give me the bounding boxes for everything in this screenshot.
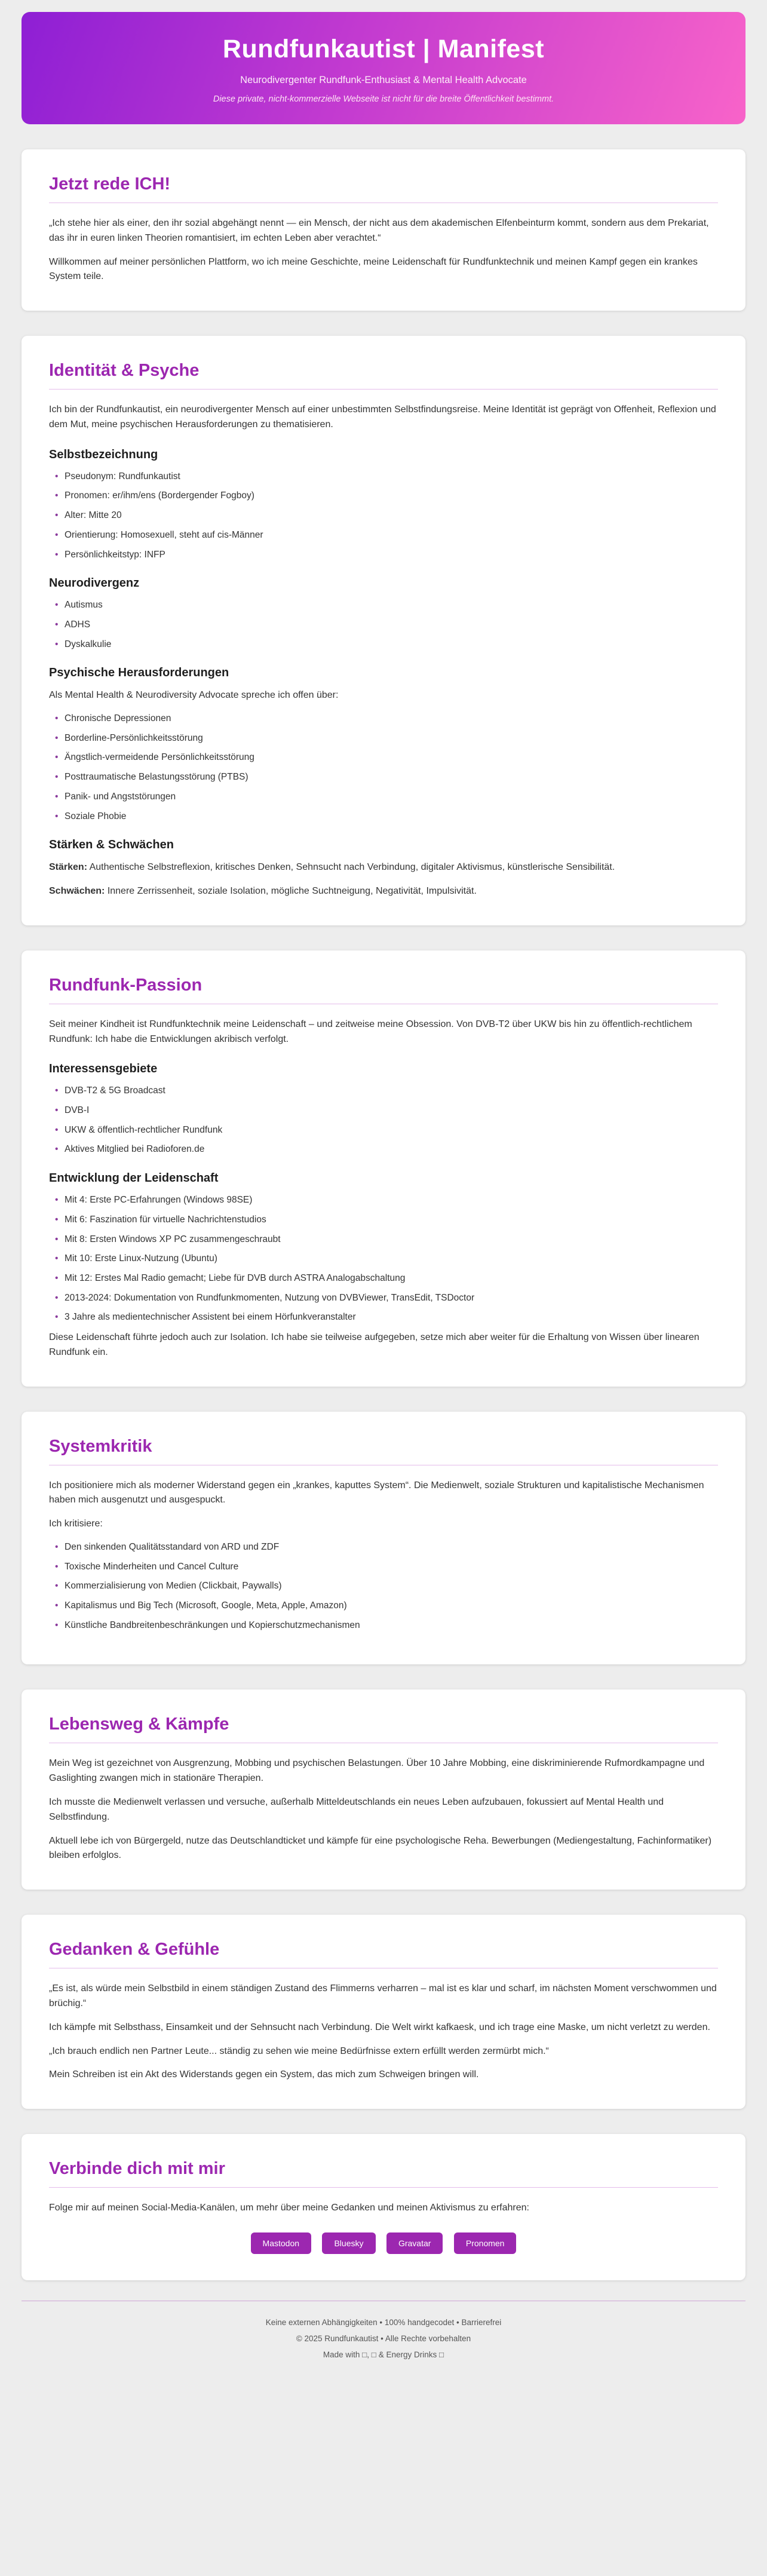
subheading-neurodivergenz: Neurodivergenz	[49, 576, 140, 590]
list-item-psych: • Panik- und Angststörungen	[53, 790, 718, 804]
kritik-lead: Ich kritisiere:	[49, 1519, 103, 1529]
list-item-selbst: • Orientierung: Homosexuell, steht auf cis-Männer	[53, 529, 718, 542]
intro-text: Willkommen auf meiner persönlichen Plattform, wo ich meine Geschichte, meine Leidenschaft für Rundfunktechnik und meinen Kampf gegen ein krankes System teile.	[49, 256, 698, 282]
subheading-staerken-schwaechen: Stärken & Schwächen	[49, 838, 174, 852]
list-item-psych: • Posttraumatische Belastungsstörung (PTBS)	[53, 771, 718, 784]
list-item-kritik: • Künstliche Bandbreitenbeschränkungen und Kopierschutzmechanismen	[53, 1619, 718, 1632]
kritik-intro: Ich positioniere mich als moderner Widerstand gegen ein „krankes, kaputtes System“. Die Medienwelt, soziale Strukturen und kapitalistische Mechanismen haben mich ausgenutzt und ausgespuckt.	[49, 1480, 704, 1505]
list-item-entwicklung: • Mit 12: Erstes Mal Radio gemacht; Liebe für DVB durch ASTRA Analogabschaltung	[53, 1272, 718, 1285]
schwaechen-label: Schwächen:	[49, 886, 105, 896]
gedanken-paragraph: Ich kämpfe mit Selbsthass, Einsamkeit und der Sehnsucht nach Verbindung. Die Welt wirkt kafkaesk, und ich trage eine Maske, um nicht verletzt zu werden.	[49, 2022, 710, 2032]
section-gedanken-gefuehle	[22, 1915, 745, 2109]
list-item-kritik: • Kapitalismus und Big Tech (Microsoft, Google, Meta, Apple, Amazon)	[53, 1599, 718, 1612]
list-item-entwicklung: • Mit 6: Faszination für virtuelle Nachrichtenstudios	[53, 1213, 718, 1226]
footer-line-dependencies: Keine externen Abhängigkeiten • 100% handgecodet • Barrierefrei	[265, 2317, 502, 2327]
list-item-selbst: • Alter: Mitte 20	[53, 509, 718, 522]
intro-quote: „Ich stehe hier als einer, den ihr sozial abgehängt nennt — ein Mensch, der nicht aus dem akademischen Elfenbeinturm kommt, sondern aus dem Prekariat, das ihr in euren linken Theorien romantisiert, im echten Leben aber verachtet.“	[49, 218, 709, 243]
list-item-selbst: • Pronomen: er/ihm/ens (Bordergender Fogboy)	[53, 489, 718, 502]
social-button-pronomen[interactable]: Pronomen	[454, 2232, 517, 2254]
list-item-kritik: • Toxische Minderheiten und Cancel Culture	[53, 1560, 718, 1574]
list-item-selbst: • Persönlichkeitstyp: INFP	[53, 548, 718, 562]
list-item-interessen: • Aktives Mitglied bei Radioforen.de	[53, 1143, 718, 1156]
subheading-entwicklung: Entwicklung der Leidenschaft	[49, 1172, 219, 1185]
connect-lead: Folge mir auf meinen Social-Media-Kanälen, um mehr über meine Gedanken und meinen Aktivismus zu erfahren:	[49, 2203, 529, 2213]
lebensweg-paragraph: Aktuell lebe ich von Bürgergeld, nutze das Deutschlandticket und kämpfe für eine psychologische Reha. Bewerbungen (Mediengestaltung, Fachinformatiker) bleiben erfolglos.	[49, 1835, 712, 1861]
interessen-list	[53, 1084, 718, 1156]
list-item-neuro: • Autismus	[53, 599, 718, 612]
lebensweg-paragraph: Ich musste die Medienwelt verlassen und versuche, außerhalb Mitteldeutschlands ein neues Leben aufzubauen, fokussiert auf Mental Health und Selbstfindung.	[49, 1796, 664, 1822]
gedanken-quote: „Es ist, als würde mein Selbstbild in einem ständigen Zustand des Flimmerns verharren – mal ist es klar und scharf, im nächsten Moment verschwommen und brüchig.“	[49, 1983, 717, 2008]
hero-note: Diese private, nicht-kommerzielle Webseite ist nicht für die breite Öffentlichkeit bestimmt.	[213, 94, 554, 104]
section-title-lebensweg: Lebensweg & Kämpfe	[49, 1715, 718, 1743]
list-item-interessen: • UKW & öffentlich-rechtlicher Rundfunk	[53, 1124, 718, 1137]
social-button-gravatar[interactable]: Gravatar	[386, 2232, 443, 2254]
list-item-entwicklung: • 3 Jahre als medientechnischer Assistent bei einem Hörfunkveranstalter	[53, 1311, 718, 1324]
staerken-paragraph	[49, 860, 718, 875]
hero-header	[22, 12, 745, 124]
list-item-neuro: • ADHS	[53, 618, 718, 631]
subheading-psychische-herausforderungen: Psychische Herausforderungen	[49, 666, 229, 680]
staerken-label: Stärken:	[49, 862, 88, 873]
section-verbinde-dich	[22, 2134, 745, 2280]
passion-intro: Seit meiner Kindheit ist Rundfunktechnik meine Leidenschaft – und zeitweise meine Obsession. Von DVB-T2 über UKW bis hin zu öffentlich-rechtlichem Rundfunk: Ich habe die Entwicklungen akribisch verfolgt.	[49, 1019, 692, 1044]
section-title-jetzt-rede-ich: Jetzt rede ICH!	[49, 174, 718, 203]
section-rundfunk-passion	[22, 950, 745, 1387]
list-item-psych: • Soziale Phobie	[53, 810, 718, 823]
list-item-psych: • Chronische Depressionen	[53, 712, 718, 725]
section-systemkritik	[22, 1412, 745, 1665]
section-title-identitaet: Identität & Psyche	[49, 361, 718, 390]
list-item-entwicklung: • Mit 4: Erste PC-Erfahrungen (Windows 98SE)	[53, 1194, 718, 1207]
list-item-entwicklung: • Mit 10: Erste Linux-Nutzung (Ubuntu)	[53, 1252, 718, 1265]
entwicklung-list	[53, 1194, 718, 1324]
footer-line-made-with: Made with □, □ & Energy Drinks □	[323, 2350, 444, 2359]
social-button-mastodon[interactable]: Mastodon	[251, 2232, 311, 2254]
social-button-row	[49, 2232, 718, 2254]
list-item-kritik: • Kommerzialisierung von Medien (Clickbait, Paywalls)	[53, 1580, 718, 1593]
subheading-interessensgebiete: Interessensgebiete	[49, 1062, 158, 1076]
selbstbezeichnung-list	[53, 470, 718, 561]
footer	[22, 2280, 745, 2372]
schwaechen-text: Innere Zerrissenheit, soziale Isolation, mögliche Suchtneigung, Negativität, Impulsivität.	[107, 886, 477, 896]
identity-intro: Ich bin der Rundfunkautist, ein neurodivergenter Mensch auf einer unbestimmten Selbstfindungsreise. Meine Identität ist geprägt von Offenheit, Reflexion und dem Mut, meine psychischen Herausforderungen zu thematisieren.	[49, 404, 716, 430]
hero-subtitle: Neurodivergenter Rundfunk-Enthusiast & Mental Health Advocate	[240, 75, 527, 85]
list-item-interessen: • DVB-I	[53, 1104, 718, 1117]
staerken-text: Authentische Selbstreflexion, kritisches Denken, Sehnsucht nach Verbindung, digitaler Aktivismus, künstlerische Sensibilität.	[89, 862, 615, 873]
neurodivergenz-list	[53, 599, 718, 651]
section-title-gedanken: Gedanken & Gefühle	[49, 1940, 718, 1968]
list-item-selbst: • Pseudonym: Rundfunkautist	[53, 470, 718, 483]
section-title-passion: Rundfunk-Passion	[49, 976, 718, 1004]
passion-outro: Diese Leidenschaft führte jedoch auch zur Isolation. Ich habe sie teilweise aufgegeben, setze mich aber weiter für die Erhaltung von Wissen über linearen Rundfunk ein.	[49, 1332, 699, 1357]
list-item-neuro: • Dyskalkulie	[53, 638, 718, 651]
psych-list	[53, 712, 718, 823]
section-title-systemkritik: Systemkritik	[49, 1437, 718, 1465]
list-item-entwicklung: • 2013-2024: Dokumentation von Rundfunkmomenten, Nutzung von DVBViewer, TransEdit, TSDoctor	[53, 1292, 718, 1305]
social-button-bluesky[interactable]: Bluesky	[322, 2232, 375, 2254]
section-identitaet-psyche	[22, 336, 745, 925]
subheading-selbstbezeichnung: Selbstbezeichnung	[49, 447, 158, 461]
page-title: Rundfunkautist | Manifest	[222, 35, 545, 63]
list-item-entwicklung: • Mit 8: Ersten Windows XP PC zusammengeschraubt	[53, 1233, 718, 1246]
psych-lead: Als Mental Health & Neurodiversity Advocate spreche ich offen über:	[49, 690, 339, 701]
lebensweg-paragraph: Mein Weg ist gezeichnet von Ausgrenzung, Mobbing und psychischen Belastungen. Über 10 Jahre Mobbing, eine diskriminierende Rufmordkampagne und Gaslighting zwangen mich in stationäre Therapien.	[49, 1758, 705, 1784]
section-lebensweg-kaempfe	[22, 1689, 745, 1890]
footer-line-copyright: © 2025 Rundfunkautist • Alle Rechte vorbehalten	[296, 2333, 471, 2343]
schwaechen-paragraph	[49, 884, 718, 899]
list-item-psych: • Ängstlich-vermeidende Persönlichkeitsstörung	[53, 751, 718, 764]
list-item-kritik: • Den sinkenden Qualitätsstandard von ARD und ZDF	[53, 1541, 718, 1554]
list-item-interessen: • DVB-T2 & 5G Broadcast	[53, 1084, 718, 1097]
kritik-list	[53, 1541, 718, 1632]
section-title-verbinde: Verbinde dich mit mir	[49, 2159, 718, 2188]
gedanken-paragraph: Mein Schreiben ist ein Akt des Widerstands gegen ein System, das mich zum Schweigen bringen will.	[49, 2069, 479, 2080]
section-jetzt-rede-ich	[22, 149, 745, 311]
gedanken-quote: „Ich brauch endlich nen Partner Leute... ständig zu sehen wie meine Bedürfnisse extern erfüllt werden zermürbt mich.“	[49, 2046, 549, 2056]
list-item-psych: • Borderline-Persönlichkeitsstörung	[53, 732, 718, 745]
